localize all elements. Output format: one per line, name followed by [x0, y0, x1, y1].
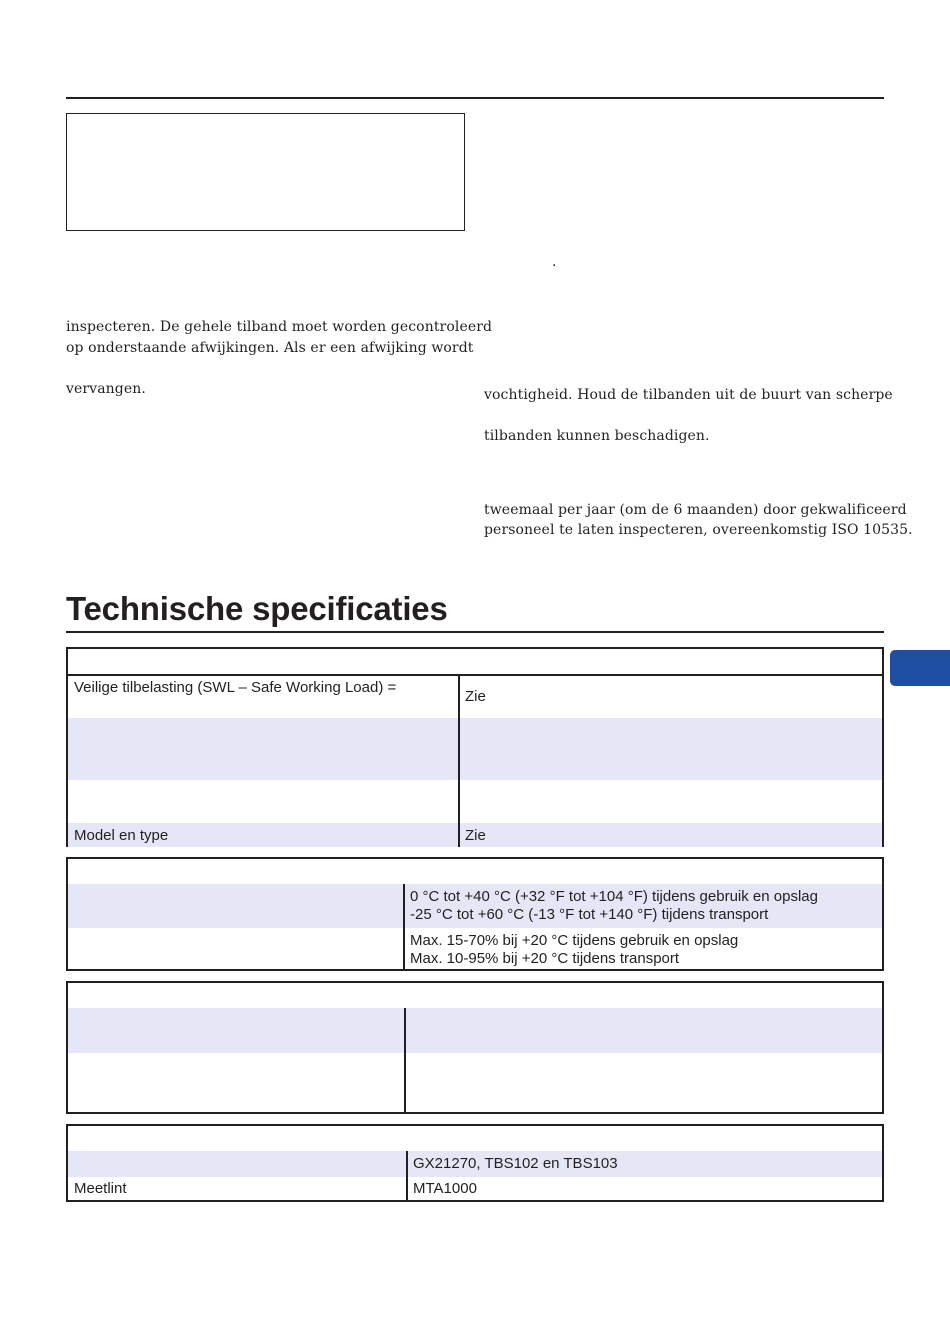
column-divider	[406, 1151, 408, 1202]
table-cell-value: Zie	[465, 827, 486, 844]
left-paragraph-line-3: vervangen.	[66, 381, 146, 397]
left-paragraph-line-2: op onderstaande afwijkingen. Als er een afwijking wordt	[66, 340, 474, 356]
table-cell-value-line-2: Max. 10-95% bij +20 °C tijdens transport	[410, 950, 680, 967]
storage-line-2: tilbanden kunnen beschadigen.	[484, 428, 710, 444]
table-row	[68, 718, 882, 780]
spec-table-1	[66, 647, 884, 847]
table-cell-value-line-1: Max. 15-70% bij +20 °C tijdens gebruik en opslag	[410, 932, 739, 949]
spec-table-3	[66, 981, 884, 1114]
storage-line-1: vochtigheid. Houd de tilbanden uit de buurt van scherpe	[484, 387, 893, 403]
table-cell-label: Veilige tilbelasting (SWL – Safe Working Load) =	[74, 679, 397, 696]
section-title: Technische specificaties	[66, 590, 448, 627]
inspection-line-2: personeel te laten inspecteren, overeenkomstig ISO 10535.	[484, 522, 913, 538]
column-divider	[404, 1008, 406, 1114]
column-divider	[403, 884, 405, 971]
stray-dot: .	[552, 254, 557, 270]
title-rule	[66, 631, 884, 633]
spec-table-4	[66, 1124, 884, 1202]
table-cell-value-line-2: -25 °C tot +60 °C (-13 °F tot +140 °F) tijdens transport	[410, 906, 769, 923]
table-row	[68, 1177, 882, 1202]
table-cell-value: Zie	[465, 688, 486, 705]
spec-table-2	[66, 857, 884, 971]
table-row	[68, 1008, 882, 1053]
table-cell-value: GX21270, TBS102 en TBS103	[413, 1155, 618, 1172]
left-paragraph-line-1: inspecteren. De gehele tilband moet worden gecontroleerd	[66, 319, 493, 335]
note-box	[66, 113, 465, 231]
table-cell-label: Meetlint	[74, 1180, 127, 1197]
table-row	[68, 1151, 882, 1177]
table-row	[68, 884, 882, 928]
inspection-line-1: tweemaal per jaar (om de 6 maanden) door gekwalificeerd	[484, 502, 907, 518]
chapter-tab-marker	[890, 650, 950, 686]
table-cell-label: Model en type	[74, 827, 169, 844]
table-row	[68, 823, 882, 847]
top-rule	[66, 97, 884, 99]
table-row	[68, 780, 882, 823]
table-cell-value: MTA1000	[413, 1180, 477, 1197]
table-row	[68, 928, 882, 971]
spec-table-4-header	[68, 1126, 882, 1153]
table-row	[68, 674, 882, 718]
spec-table-1-header	[68, 649, 882, 676]
table-cell-value-line-1: 0 °C tot +40 °C (+32 °F tot +104 °F) tijdens gebruik en opslag	[410, 888, 818, 905]
spec-table-3-header	[68, 983, 882, 1010]
table-row	[68, 1053, 882, 1114]
column-divider	[458, 674, 460, 847]
spec-table-2-header	[68, 859, 882, 886]
